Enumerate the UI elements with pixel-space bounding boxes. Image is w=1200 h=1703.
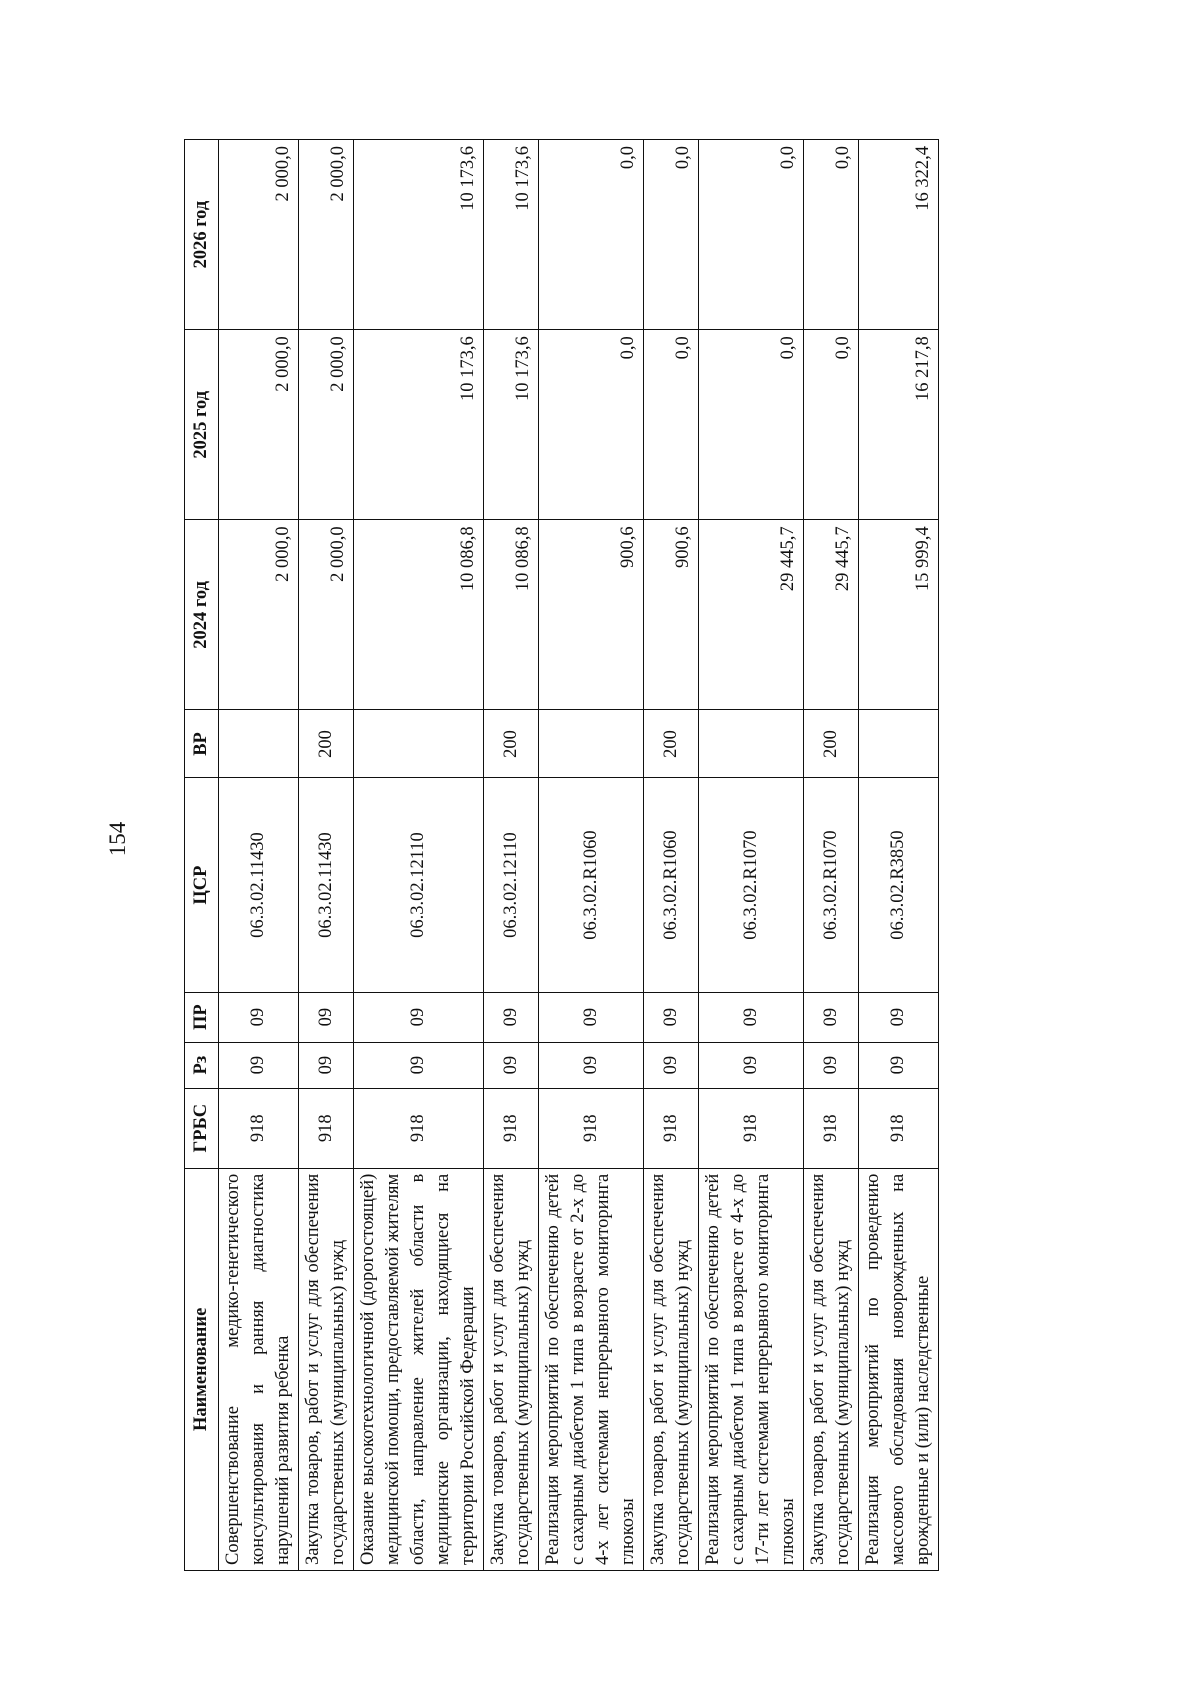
row-vr: [354, 710, 484, 778]
row-2026: 0,0: [699, 140, 804, 330]
row-2025: 2 000,0: [299, 330, 354, 520]
row-name: Совершенствование медико-генетического консультирования и ранняя диагностика нарушений развития ребенка: [219, 1168, 299, 1570]
row-rz: 09: [859, 1042, 939, 1088]
row-2026: 16 322,4: [859, 140, 939, 330]
table-row: [804, 140, 859, 1571]
row-2026: 2 000,0: [299, 140, 354, 330]
row-name: Реализация мероприятий по проведению массового обследования новорожденных на врожденные и (или) наследственные: [859, 1168, 939, 1570]
row-2025: 0,0: [539, 330, 644, 520]
row-2024: 29 445,7: [804, 520, 859, 710]
row-2024: 15 999,4: [859, 520, 939, 710]
row-2024: 900,6: [539, 520, 644, 710]
header-vr: ВР: [185, 710, 219, 778]
row-vr: 200: [299, 710, 354, 778]
table-row: [699, 140, 804, 1571]
table-frame: [184, 139, 933, 1571]
row-csr: 06.3.02.12110: [354, 778, 484, 992]
row-rz: 09: [644, 1042, 699, 1088]
row-2024: 2 000,0: [299, 520, 354, 710]
row-rz: 09: [699, 1042, 804, 1088]
row-2026: 0,0: [539, 140, 644, 330]
row-name: Закупка товаров, работ и услуг для обеспечения государственных (муниципальных) нужд: [644, 1168, 699, 1570]
row-2025: 16 217,8: [859, 330, 939, 520]
row-2025: 10 173,6: [354, 330, 484, 520]
row-grbs: 918: [484, 1088, 539, 1168]
row-pr: 09: [299, 992, 354, 1042]
row-rz: 09: [219, 1042, 299, 1088]
row-vr: [219, 710, 299, 778]
row-2026: 2 000,0: [219, 140, 299, 330]
row-csr: 06.3.02.R3850: [859, 778, 939, 992]
row-pr: 09: [859, 992, 939, 1042]
row-pr: 09: [539, 992, 644, 1042]
row-csr: 06.3.02.12110: [484, 778, 539, 992]
row-2025: 0,0: [804, 330, 859, 520]
row-pr: 09: [484, 992, 539, 1042]
row-pr: 09: [644, 992, 699, 1042]
row-2026: 10 173,6: [354, 140, 484, 330]
row-csr: 06.3.02.R1060: [539, 778, 644, 992]
row-name: Реализация мероприятий по обеспечению детей с сахарным диабетом 1 типа в возрасте от 2-х до 4-х лет системами непрерывного мониторинга глюкозы: [539, 1168, 644, 1570]
row-csr: 06.3.02.R1070: [804, 778, 859, 992]
row-rz: 09: [539, 1042, 644, 1088]
table-header-row: [185, 140, 219, 1571]
row-grbs: 918: [644, 1088, 699, 1168]
header-name: Наименование: [185, 1168, 219, 1570]
header-grbs: ГРБС: [185, 1088, 219, 1168]
header-csr: ЦСР: [185, 778, 219, 992]
header-2026: 2026 год: [185, 140, 219, 330]
row-pr: 09: [804, 992, 859, 1042]
header-2025: 2025 год: [185, 330, 219, 520]
row-name: Закупка товаров, работ и услуг для обеспечения государственных (муниципальных) нужд: [804, 1168, 859, 1570]
row-2026: 0,0: [804, 140, 859, 330]
row-name: Реализация мероприятий по обеспечению детей с сахарным диабетом 1 типа в возрасте от 4-х до 17-ти лет системами непрерывного мониторинга глюкозы: [699, 1168, 804, 1570]
header-rz: Рз: [185, 1042, 219, 1088]
row-pr: 09: [354, 992, 484, 1042]
row-csr: 06.3.02.11430: [219, 778, 299, 992]
row-rz: 09: [484, 1042, 539, 1088]
row-vr: 200: [484, 710, 539, 778]
table-row: [354, 140, 484, 1571]
row-2024: 2 000,0: [219, 520, 299, 710]
row-vr: 200: [804, 710, 859, 778]
row-2026: 0,0: [644, 140, 699, 330]
row-csr: 06.3.02.R1070: [699, 778, 804, 992]
row-vr: [539, 710, 644, 778]
row-2025: 10 173,6: [484, 330, 539, 520]
row-pr: 09: [219, 992, 299, 1042]
header-2024: 2024 год: [185, 520, 219, 710]
row-2026: 10 173,6: [484, 140, 539, 330]
row-grbs: 918: [699, 1088, 804, 1168]
row-name: Оказание высокотехнологичной (дорогостоящей) медицинской помощи, предоставляемой жителям области, направление жителей области в медицинские организации, находящиеся на территории Российской Федерации: [354, 1168, 484, 1570]
header-pr: ПР: [185, 992, 219, 1042]
budget-table: [184, 139, 939, 1571]
row-grbs: 918: [539, 1088, 644, 1168]
row-pr: 09: [699, 992, 804, 1042]
row-2024: 10 086,8: [354, 520, 484, 710]
row-rz: 09: [804, 1042, 859, 1088]
row-rz: 09: [354, 1042, 484, 1088]
row-grbs: 918: [299, 1088, 354, 1168]
row-2024: 29 445,7: [699, 520, 804, 710]
row-grbs: 918: [859, 1088, 939, 1168]
row-csr: 06.3.02.R1060: [644, 778, 699, 992]
table-row: [859, 140, 939, 1571]
row-rz: 09: [299, 1042, 354, 1088]
row-name: Закупка товаров, работ и услуг для обеспечения государственных (муниципальных) нужд: [299, 1168, 354, 1570]
row-2025: 0,0: [699, 330, 804, 520]
table-row: [299, 140, 354, 1571]
row-2024: 900,6: [644, 520, 699, 710]
row-vr: 200: [644, 710, 699, 778]
row-2024: 10 086,8: [484, 520, 539, 710]
page-number: 154: [105, 821, 130, 857]
row-grbs: 918: [804, 1088, 859, 1168]
table-row: [484, 140, 539, 1571]
row-2025: 2 000,0: [219, 330, 299, 520]
table-row: [644, 140, 699, 1571]
row-name: Закупка товаров, работ и услуг для обеспечения государственных (муниципальных) нужд: [484, 1168, 539, 1570]
row-grbs: 918: [354, 1088, 484, 1168]
table-row: [219, 140, 299, 1571]
row-csr: 06.3.02.11430: [299, 778, 354, 992]
row-2025: 0,0: [644, 330, 699, 520]
row-grbs: 918: [219, 1088, 299, 1168]
row-vr: [699, 710, 804, 778]
table-row: [539, 140, 644, 1571]
row-vr: [859, 710, 939, 778]
